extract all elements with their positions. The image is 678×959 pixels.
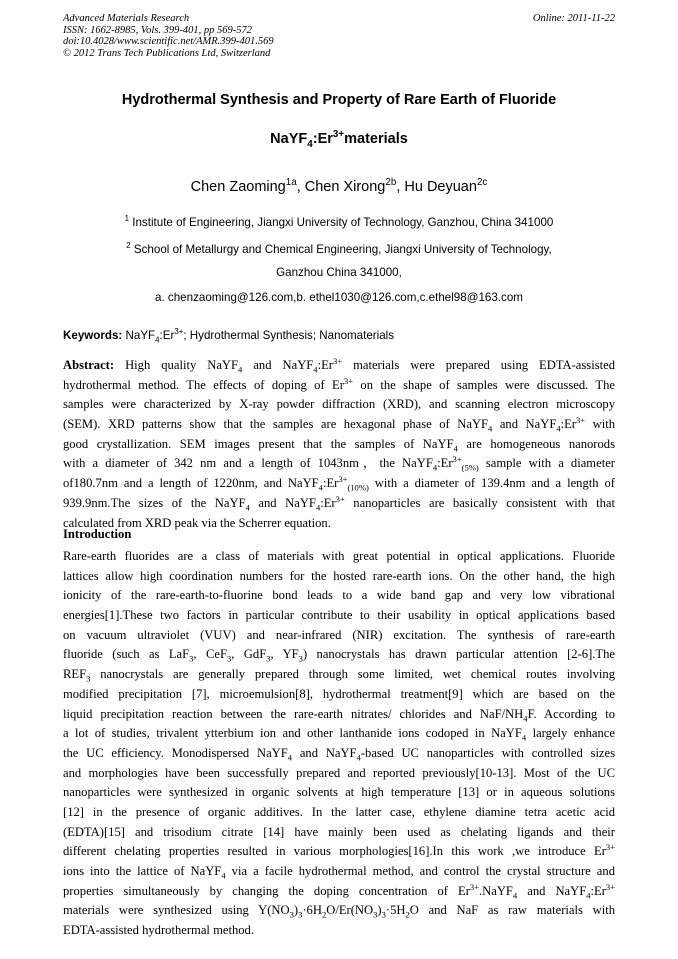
sub: 3 xyxy=(381,909,386,920)
t: materials were synthesized using Y(NO xyxy=(63,903,290,918)
abstract-line xyxy=(63,454,615,474)
sub: 3 xyxy=(298,653,303,664)
t: ) nanocrystals has drawn particular attention [2-6].The xyxy=(302,647,615,662)
t: , CeF xyxy=(193,647,227,662)
abstract-line: calculated from XRD peak via the Scherrer equation. xyxy=(63,515,331,530)
t: , GdF xyxy=(231,647,267,662)
t: different chelating properties resulted in various morphologies[16].In this work ,we introduce Er xyxy=(63,844,606,859)
sup: 3+ xyxy=(452,454,462,465)
t: :Er xyxy=(590,883,606,898)
intro-line xyxy=(63,842,615,862)
abstract-line: samples were characterized by X-ray powder diffraction (XRD), and scanning electron microscopy xyxy=(63,397,615,412)
author-emails[interactable]: a. chenzaoming@126.com,b. ethel1030@126.com,c.ethel98@163.com xyxy=(155,291,523,304)
paper-title-line2 xyxy=(0,129,678,150)
sub: 3 xyxy=(289,909,294,920)
sub: 4 xyxy=(287,752,293,763)
t: F. According to xyxy=(527,706,615,721)
abstract-line xyxy=(63,494,615,514)
t: and NaYF xyxy=(517,883,587,898)
sub: 2 xyxy=(321,909,327,920)
t: ·5H xyxy=(385,903,406,918)
intro-line: EDTA-assisted hydrothermal method. xyxy=(63,923,255,938)
keyword-text: :Er xyxy=(159,329,175,342)
t: and NaYF xyxy=(492,417,557,432)
sub: (5%) xyxy=(461,462,479,473)
introduction-body xyxy=(63,547,615,941)
journal-header xyxy=(63,13,615,59)
title-text: :Er xyxy=(312,131,333,147)
sub: 4 xyxy=(488,423,493,434)
t: O/Er(NO xyxy=(326,903,374,918)
affiliation-text: School of Metallurgy and Chemical Engineering, Jiangxi University of Technology, xyxy=(130,243,552,256)
sub: 4 xyxy=(556,423,561,434)
intro-line xyxy=(63,744,615,764)
sub: (10%) xyxy=(347,482,369,493)
author-name: , Hu Deyuan xyxy=(396,179,477,195)
sup: 3+ xyxy=(576,414,586,425)
t: hydrothermal method. The effects of doping of Er xyxy=(63,377,344,392)
abstract-label: Abstract: xyxy=(63,358,115,372)
intro-line: ionicity of the rare-earth-to-fluorine bond leads to a wide band gap and very low vibrational xyxy=(63,588,615,603)
sub: 4 xyxy=(356,752,361,763)
t: properties simultaneously by changing the doping concentration of Er xyxy=(63,883,470,898)
sub: 3 xyxy=(86,673,91,684)
intro-line: (EDTA)[15] and trisodium citrate [14] have mainly been used as chelating ligands and their xyxy=(63,824,615,839)
t: fluoride (such as LaF xyxy=(63,647,190,662)
t: ·6H xyxy=(302,903,322,918)
t: (SEM). XRD patterns show that the samples are hexagonal phase of NaYF xyxy=(63,417,489,432)
sub: 3 xyxy=(373,909,378,920)
sup: 3+ xyxy=(343,375,354,386)
keyword-text: ; Hydrothermal Synthesis; Nanomaterials xyxy=(183,329,395,342)
affiliation-mark: 1 xyxy=(124,214,130,224)
sub: 3 xyxy=(189,653,194,664)
author-affiliation-mark: 2b xyxy=(385,177,397,189)
intro-line xyxy=(63,724,615,744)
sup: 3+ xyxy=(338,473,348,484)
intro-line xyxy=(63,882,615,902)
intro-line: modified precipitation [7], microemulsion[8], hydrothermal treatment[9] which are based on the xyxy=(63,686,615,701)
intro-line: on vacuum ultraviolet (VUV) and near-infrared (NIR) excitation. The synthesis of rare-earth xyxy=(63,627,615,642)
copyright-line: © 2012 Trans Tech Publications Ltd, Switzerland xyxy=(63,47,271,59)
intro-line: lattices allow high coordination numbers for the hosted rare-earth ions. On the other hand, the high xyxy=(63,568,615,583)
sub: 4 xyxy=(318,482,323,493)
sub: 4 xyxy=(453,443,458,454)
t: materials were prepared using EDTA-assisted xyxy=(342,358,615,372)
t: sample with a diameter xyxy=(478,456,615,471)
doi-line[interactable]: doi:10.4028/www.scientific.net/AMR.399-401.569 xyxy=(63,36,274,48)
t: are homogeneous nanorods xyxy=(457,436,615,451)
intro-line xyxy=(63,645,615,665)
t: via a facile hydrothermal method, and control the crystal structure and xyxy=(225,864,615,878)
sub: 4 xyxy=(432,462,438,473)
sub: 4 xyxy=(238,364,243,375)
intro-line: nanoparticles were synthesized in organic solvents at high temperature [13] or in aqueous solutions xyxy=(63,785,615,800)
sup: 3+ xyxy=(332,355,343,366)
author-affiliation-mark: 1a xyxy=(285,177,297,189)
sub: 4 xyxy=(521,732,527,743)
affiliation-mark: 2 xyxy=(126,241,131,251)
t: , YF xyxy=(270,647,299,662)
title-text: NaYF xyxy=(270,131,308,147)
abstract-line xyxy=(63,435,615,455)
t: High quality NaYF xyxy=(114,358,239,372)
author-name: , Chen Xirong xyxy=(296,179,386,195)
sub: 2 xyxy=(405,909,410,920)
paper-title-line1: Hydrothermal Synthesis and Property of Rare Earth of Fluoride xyxy=(121,92,557,108)
intro-line: and morphologies have been successfully prepared and reported previously[10-13]. Most of the UC xyxy=(63,765,615,780)
intro-line xyxy=(63,665,615,685)
sub: 4 xyxy=(315,502,321,513)
intro-line xyxy=(63,862,615,882)
sup: 3+ xyxy=(605,842,615,853)
t: :Er xyxy=(560,417,576,432)
t: REF xyxy=(63,667,87,682)
affiliation-1 xyxy=(0,216,678,229)
sub: 3 xyxy=(298,909,303,920)
sub: 3 xyxy=(266,653,271,664)
t: with a diameter of 342 nm and a length of 1043nm，the NaYF xyxy=(63,456,433,471)
online-date: Online: 2011-11-22 xyxy=(532,13,615,24)
t: of180.7nm and a length of 1220nm, and NaYF xyxy=(63,476,319,491)
t: largely enhance xyxy=(526,726,615,741)
intro-line xyxy=(63,901,615,921)
t: on the shape of samples were discussed. The xyxy=(353,377,615,392)
t: nanocrystals are generally prepared through some limited, wet chemical routes involving xyxy=(90,667,615,682)
t: nanoparticles are basically consistent with that xyxy=(344,495,616,510)
sup: 3+ xyxy=(605,881,615,892)
t: the UC efficiency. Monodispersed NaYF xyxy=(63,745,288,760)
t: ) xyxy=(293,903,299,918)
keyword-sup: 3+ xyxy=(174,327,184,337)
keywords-label: Keywords: xyxy=(63,329,123,342)
introduction-heading: Introduction xyxy=(63,527,132,541)
t: with xyxy=(585,417,615,432)
t: good crystallization. SEM images present that the samples of NaYF xyxy=(63,436,454,451)
t: and NaYF xyxy=(249,495,316,510)
t: ions into the lattice of NaYF xyxy=(63,864,222,878)
t: ) xyxy=(377,903,382,918)
keyword-text: NaYF xyxy=(122,329,156,342)
intro-line xyxy=(63,705,615,725)
keywords xyxy=(63,327,395,345)
intro-line: [12] in the presence of organic additives. In the latter case, ethylene diamine tetra acetic acid xyxy=(63,804,615,819)
t: -based UC nanoparticles with controlled sizes xyxy=(360,745,616,760)
t: O and NaF as raw materials with xyxy=(409,903,615,918)
issn-line: ISSN: 1662-8985, Vols. 399-401, pp 569-572 xyxy=(63,24,252,36)
sub: 3 xyxy=(226,653,232,664)
sub: 4 xyxy=(523,713,528,724)
t: .NaYF xyxy=(478,883,513,898)
author-list xyxy=(0,179,678,195)
t: and NaYF xyxy=(242,358,314,372)
t: :Er xyxy=(322,476,339,491)
t: :Er xyxy=(317,358,333,372)
t: 939.9nm.The sizes of the NaYF xyxy=(63,495,246,510)
affiliation-text: Institute of Engineering, Jiangxi University of Technology, Ganzhou, China 341000 xyxy=(129,216,554,229)
sub: 4 xyxy=(245,502,250,513)
sub: 4 xyxy=(512,890,518,901)
title-sub: 4 xyxy=(307,138,313,150)
intro-line: energies[1].These two factors in particular contribute to their usability in optical applications based xyxy=(63,608,615,623)
abstract xyxy=(63,356,615,533)
sub: 4 xyxy=(221,870,226,881)
t: with a diameter of 139.4nm and a length of xyxy=(368,476,615,491)
title-sup: 3+ xyxy=(332,129,345,141)
sup: 3+ xyxy=(469,881,479,892)
abstract-line xyxy=(63,474,615,494)
sub: 4 xyxy=(586,890,591,901)
t: liquid precipitation reaction between the rare-earth nitrates/ chlorides and NaF/NH xyxy=(63,706,524,721)
keyword-sub: 4 xyxy=(155,335,160,345)
intro-line: Rare-earth fluorides are a class of materials with great potential in optical applications. Fluoride xyxy=(63,549,615,563)
t: and NaYF xyxy=(292,745,357,760)
author-affiliation-mark: 2c xyxy=(476,177,488,189)
affiliation-2 xyxy=(0,243,678,256)
abstract-line xyxy=(63,376,615,396)
affiliation-2-city: Ganzhou China 341000, xyxy=(276,266,402,279)
title-text: materials xyxy=(344,131,408,147)
journal-name: Advanced Materials Research xyxy=(63,13,190,24)
author-name: Chen Zaoming xyxy=(190,179,286,195)
sub: 4 xyxy=(313,364,318,375)
abstract-line xyxy=(63,415,615,435)
abstract-line xyxy=(63,356,615,376)
t: a lot of studies, trivalent ytterbium ion and other lanthanide ions codoped in NaYF xyxy=(63,726,522,741)
t: :Er xyxy=(437,456,453,471)
sup: 3+ xyxy=(335,493,345,504)
t: :Er xyxy=(320,495,336,510)
